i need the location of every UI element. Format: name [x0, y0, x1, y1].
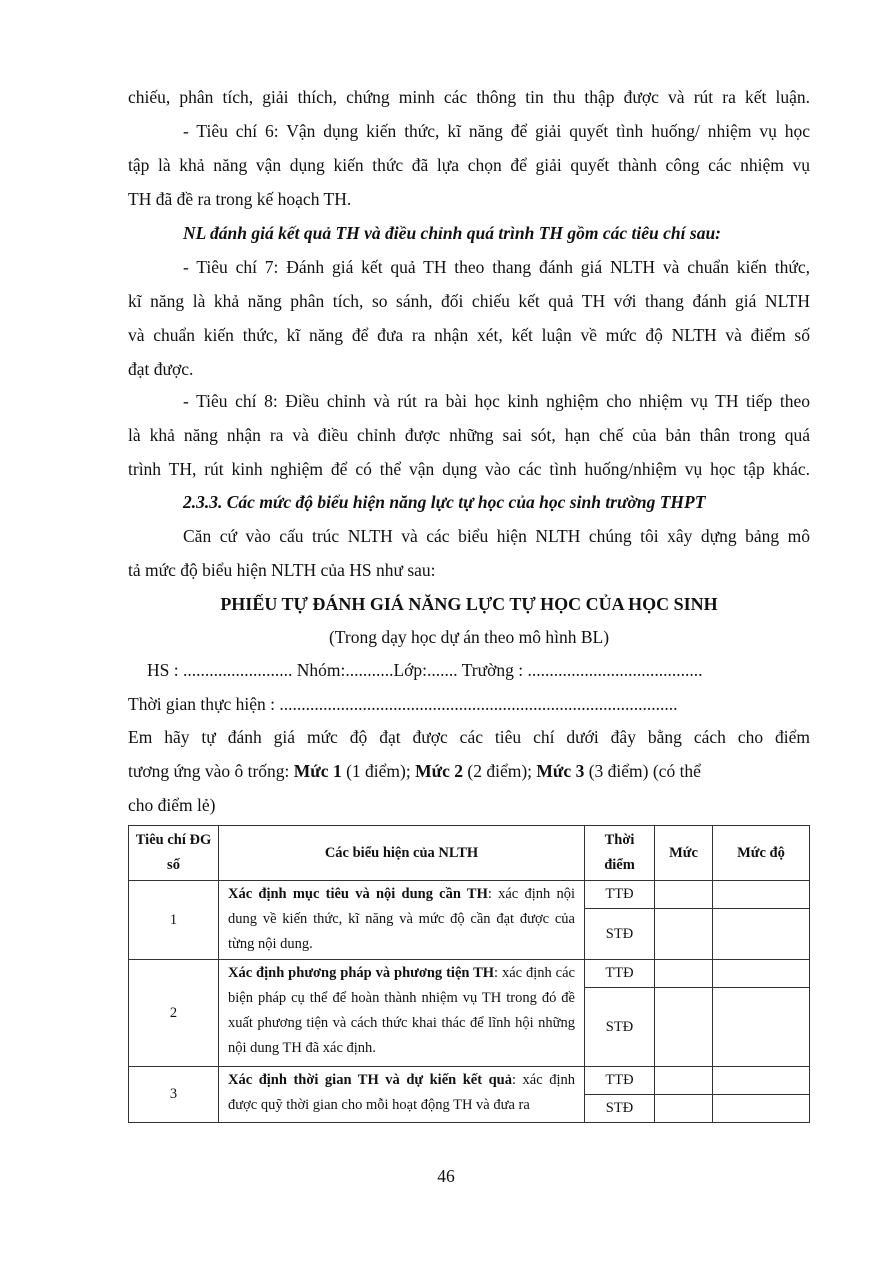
degree-cell[interactable] — [713, 881, 810, 909]
criterion-detail: : xác định nội dung về kiến thức, kĩ năng và mức độ cần đạt được của từng nội dung. — [228, 886, 575, 952]
paragraph-line: TH đã đề ra trong kế hoạch TH. — [128, 189, 352, 209]
paragraph-line: chiếu, phân tích, giải thích, chứng minh các thông tin thu thập được và rút ra kết luận. — [128, 87, 810, 107]
degree-cell[interactable] — [713, 960, 810, 988]
score-cell[interactable] — [655, 1067, 713, 1095]
time-after: STĐ — [585, 988, 655, 1067]
score-cell[interactable] — [655, 1095, 713, 1123]
time-line: Thời gian thực hiện : ........................................................................................... — [128, 694, 678, 714]
paragraph-line: kĩ năng là khả năng phân tích, so sánh, đối chiếu kết quả TH với thang đánh giá NLTH — [128, 291, 810, 311]
score-cell[interactable] — [655, 909, 713, 960]
header-expression: Các biểu hiện của NLTH — [219, 826, 585, 881]
header-degree: Mức độ — [713, 826, 810, 881]
level-2-points: (2 điểm); — [463, 761, 537, 781]
time-before: TTĐ — [585, 1067, 655, 1095]
criterion-8-line: - Tiêu chí 8: Điều chỉnh và rút ra bài học kinh nghiệm cho nhiệm vụ TH tiếp theo — [183, 391, 810, 411]
score-cell[interactable] — [655, 988, 713, 1067]
criterion-title: Xác định mục tiêu và nội dung cần TH — [228, 886, 488, 902]
degree-cell[interactable] — [713, 1095, 810, 1123]
level-2-label: Mức 2 — [415, 761, 464, 781]
criterion-detail: : xác định các biện pháp cụ thể để hoàn thành nhiệm vụ TH trong đó đề xuất phương tiện và cách thức khai thác để lĩnh hội những nội dung TH đã xác định. — [228, 965, 575, 1056]
student-info-line: HS : ......................... Nhóm:...........Lớp:....... Trường : ........................................ — [147, 660, 703, 680]
level-1-label: Mức 1 — [293, 761, 342, 781]
criterion-6-line: - Tiêu chí 6: Vận dụng kiến thức, kĩ năng để giải quyết tình huống/ nhiệm vụ học — [183, 121, 810, 141]
table-row — [129, 960, 810, 988]
criterion-description — [219, 881, 585, 960]
self-assessment-table — [128, 825, 810, 1123]
table-header-row — [129, 826, 810, 881]
instruction-text: tương ứng vào ô trống: — [128, 761, 294, 781]
paragraph-line: Căn cứ vào cấu trúc NLTH và các biểu hiện NLTH chúng tôi xây dựng bảng mô — [183, 526, 810, 546]
degree-cell[interactable] — [713, 1067, 810, 1095]
time-before: TTĐ — [585, 881, 655, 909]
score-cell[interactable] — [655, 960, 713, 988]
table-row — [129, 1067, 810, 1095]
degree-cell[interactable] — [713, 988, 810, 1067]
page-number: 46 — [437, 1166, 455, 1186]
level-3-points: (3 điểm) (có thể — [584, 761, 701, 781]
instruction-line: Em hãy tự đánh giá mức độ đạt được các tiêu chí dưới đây bằng cách cho điểm — [128, 727, 810, 747]
criterion-description — [219, 1067, 585, 1123]
degree-cell[interactable] — [713, 909, 810, 960]
paragraph-line: tả mức độ biểu hiện NLTH của HS như sau: — [128, 560, 436, 580]
table-row — [129, 881, 810, 909]
paragraph-line: tập là khả năng vận dụng kiến thức đã lựa chọn để giải quyết thành công các nhiệm vụ — [128, 155, 810, 175]
criterion-number: 2 — [129, 960, 219, 1067]
criterion-title: Xác định thời gian TH và dự kiến kết quả — [228, 1072, 512, 1088]
paragraph-line: là khả năng nhận ra và điều chỉnh được những sai sót, hạn chế của bản thân trong quá — [128, 425, 810, 445]
paragraph-line: và chuẩn kiến thức, kĩ năng để đưa ra nhận xét, kết luận về mức độ NLTH và điểm số — [128, 325, 810, 345]
instruction-line: cho điểm lẻ) — [128, 795, 216, 815]
criterion-number: 1 — [129, 881, 219, 960]
criterion-description — [219, 960, 585, 1067]
header-time: Thời điểm — [585, 826, 655, 881]
level-3-label: Mức 3 — [536, 761, 585, 781]
form-title: PHIẾU TỰ ĐÁNH GIÁ NĂNG LỰC TỰ HỌC CỦA HỌC SINH — [220, 594, 718, 614]
paragraph-line: trình TH, rút kinh nghiệm để có thể vận dụng vào các tình huống/nhiệm vụ học tập khác. — [128, 459, 810, 479]
time-after: STĐ — [585, 1095, 655, 1123]
header-level: Mức — [655, 826, 713, 881]
header-criterion: Tiêu chí ĐG số — [129, 826, 219, 881]
criterion-detail: : xác định được quỹ thời gian cho mỗi hoạt động TH và đưa ra — [228, 1072, 575, 1113]
paragraph-line: đạt được. — [128, 359, 194, 379]
time-after: STĐ — [585, 909, 655, 960]
time-before: TTĐ — [585, 960, 655, 988]
criterion-number: 3 — [129, 1067, 219, 1123]
instruction-line-levels — [128, 754, 810, 788]
section-subheading: NL đánh giá kết quả TH và điều chỉnh quá trình TH gồm các tiêu chí sau: — [183, 223, 722, 243]
score-cell[interactable] — [655, 881, 713, 909]
form-subtitle: (Trong dạy học dự án theo mô hình BL) — [328, 627, 610, 647]
criterion-title: Xác định phương pháp và phương tiện TH — [228, 965, 495, 981]
section-heading-2-3-3: 2.3.3. Các mức độ biểu hiện năng lực tự học của học sinh trường THPT — [183, 492, 706, 512]
criterion-7-line: - Tiêu chí 7: Đánh giá kết quả TH theo thang đánh giá NLTH và chuẩn kiến thức, — [183, 257, 810, 277]
level-1-points: (1 điểm); — [341, 761, 416, 781]
